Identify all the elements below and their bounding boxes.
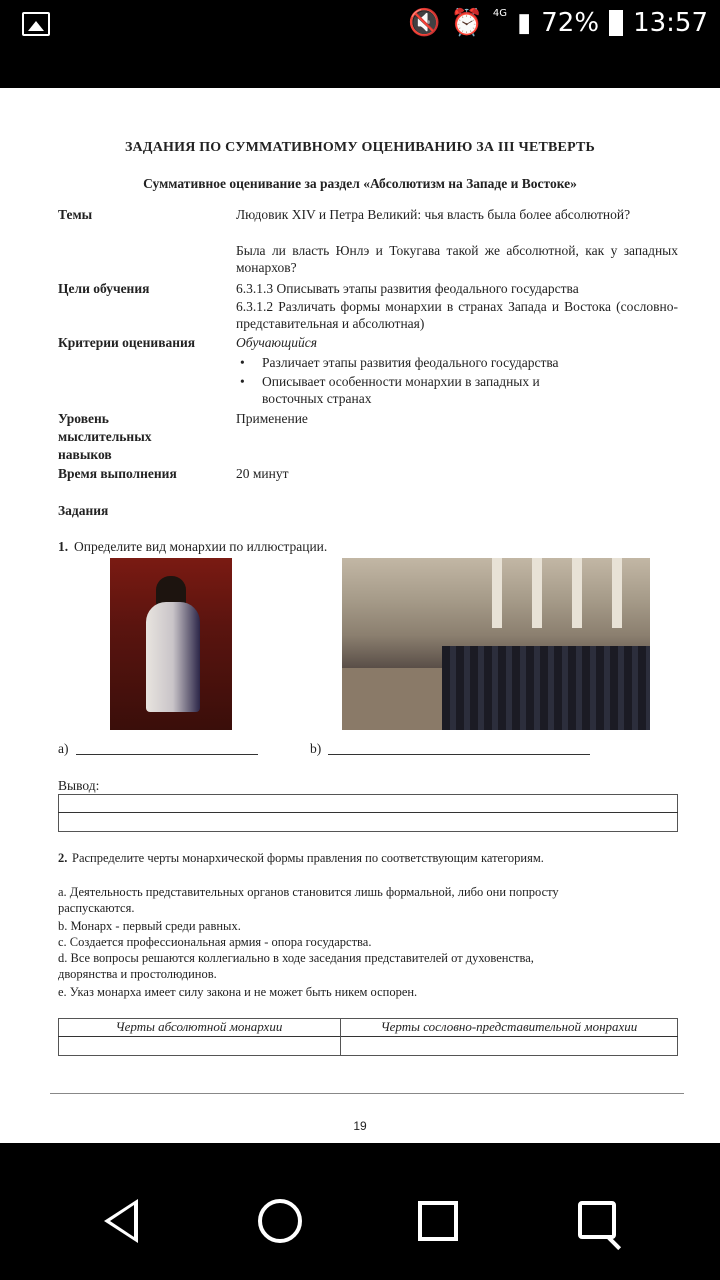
criteria-bullet-1: • Различает этапы развития феодального государства [262,354,559,371]
topics-1: Людовик XIV и Петра Великий: чья власть была более абсолютной? [236,207,631,222]
table-header-estate: Черты сословно-представительной монрахии [380,1019,638,1034]
battery-icon [609,10,623,36]
time-value: 20 минут [236,466,289,481]
navigation-bar [0,1143,720,1280]
battery-percent: 72% [541,8,600,38]
answer-b-label: b) [310,741,322,756]
task2-text: Распределите черты монархической формы правления по соответствующим категориям. [72,851,544,865]
gallery-icon [22,12,50,36]
network-type: 4G [492,7,507,19]
answer-a-label: a) [58,741,69,756]
time-label: Время выполнения [58,466,177,481]
criteria-bullet-2: • Описывает особенности монархии в западных и восточных странах [262,373,602,407]
page-number: 19 [353,1119,367,1133]
task2-item-e: e. Указ монарха имеет силу закона и не может быть никем оспорен. [58,985,418,999]
goals-1: 6.3.1.3 Описывать этапы развития феодального государства [236,281,579,296]
home-icon[interactable] [258,1199,302,1243]
criteria-label: Критерии оценивания [58,335,196,350]
goals-label: Цели обучения [58,281,150,296]
alarm-icon: ⏰ [450,8,483,38]
document-subtitle: Суммативное оценивание за раздел «Абсолютизм на Западе и Востоке» [143,176,577,191]
conclusion-box[interactable] [58,794,678,832]
document-page[interactable] [0,88,720,1143]
answer-b-line[interactable] [328,754,590,755]
clock: 13:57 [633,8,708,38]
level-label-1: Уровень [58,411,109,426]
goals-2: 6.3.1.2 Различать формы монархии в странах Запада и Востока (сословно-представительная и абсолютная) [236,299,678,331]
conclusion-divider [58,812,678,813]
task2-item-a: a. Деятельность представительных органов становится лишь формальной, либо они попросту распускаются. [58,885,559,915]
mute-icon: 🔇 [408,8,441,38]
conclusion-label: Вывод: [58,778,100,793]
task2-item-c: c. Создается профессиональная армия - опора государства. [58,935,372,949]
topics-2: Была ли власть Юнлэ и Токугава такой же абсолютной, как у западных монархов? [236,243,678,275]
level-label-2: мыслительных [58,429,152,444]
table-header-divider [58,1036,678,1037]
level-value: Применение [236,411,308,426]
screenshot-icon[interactable] [578,1201,616,1239]
portrait-louis-xiv-image [110,558,232,730]
footer-rule [50,1093,684,1094]
status-bar [0,0,720,88]
task1-text: Определите вид монархии по иллюстрации. [74,539,328,554]
task2-number: 2. [58,851,68,865]
task2-item-b: b. Монарх - первый среди равных. [58,919,241,933]
table-header-absolute: Черты абсолютной монархии [115,1019,283,1034]
estates-general-image [342,558,650,730]
signal-icon: ▮ [516,8,532,38]
topics-label: Темы [58,207,93,222]
tasks-heading: Задания [58,503,109,518]
level-label-3: навыков [58,447,112,462]
task1-number: 1. [58,539,69,554]
answer-a-line[interactable] [76,754,258,755]
recent-apps-icon[interactable] [418,1201,458,1241]
criteria-intro: Обучающийся [236,335,318,350]
back-icon[interactable] [104,1199,138,1243]
task2-item-d: d. Все вопросы решаются коллегиально в ходе заседания представителей от духовенства, дворянства и простолюдинов. [58,951,534,981]
document-title: ЗАДАНИЯ ПО СУММАТИВНОМУ ОЦЕНИВАНИЮ ЗА III ЧЕТВЕРТЬ [124,140,596,155]
